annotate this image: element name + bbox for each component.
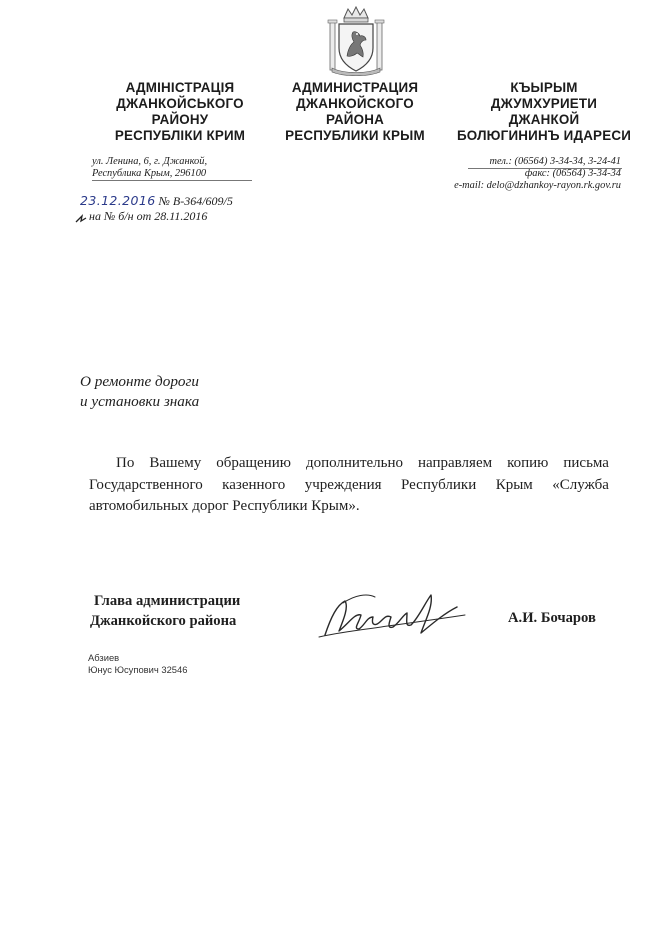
header-line: ДЖАНКОЙСЬКОГО [116, 96, 244, 111]
contacts-rule [468, 168, 622, 169]
header-line: ДЖАНКОЙ [508, 112, 580, 127]
header-line: БОЛЮГИНИНЪ ИДАРЕСИ [456, 128, 632, 143]
header-line: КЪЫРЫМ [510, 80, 578, 95]
title-line: Глава администрации [94, 593, 241, 609]
header-crimean-tatar [446, 80, 642, 144]
address-rule [92, 180, 252, 181]
handwritten-date: 23.12.2016 [80, 193, 156, 208]
body-word: обращению [216, 455, 291, 471]
header-line: РЕСПУБЛІКИ КРИМ [114, 128, 246, 143]
signatory-title [90, 591, 240, 631]
body-word: дополнительно [305, 455, 404, 471]
header-line: РЕСПУБЛИКИ КРЫМ [285, 128, 425, 143]
subject-line: О ремонте дороги [80, 373, 200, 390]
address-line: ул. Ленина, 6, г. Джанкой, [92, 156, 208, 167]
subject [80, 372, 199, 412]
fax-line: факс: (06564) 3-34-34 [524, 168, 621, 179]
body-word: Крым [495, 476, 533, 493]
letter-body [89, 453, 609, 518]
body-word: учреждения [304, 476, 382, 493]
body-line-2 [89, 475, 609, 497]
address-line: Республика Крым, 296100 [92, 168, 207, 179]
signatory-name: А.И. Бочаров [508, 610, 596, 626]
title-line: Джанкойского района [90, 613, 237, 629]
header-line: АДМИНИСТРАЦИЯ [291, 80, 419, 95]
body-word: Республики [401, 476, 477, 493]
body-word: казенного [222, 476, 286, 493]
header-line: РАЙОНА [325, 112, 384, 127]
body-word: Вашему [149, 455, 202, 471]
header-line: ДЖУМХУРИЕТИ [490, 96, 598, 111]
body-word: копию [507, 455, 549, 471]
header-russian [280, 80, 430, 144]
contact-phones [454, 156, 621, 192]
reference-line: на № б/н от 28.11.2016 [89, 209, 208, 223]
outgoing-number: № В-364/609/5 [158, 194, 233, 208]
header-line: АДМІНІСТРАЦІЯ [125, 80, 235, 95]
body-word: направляем [418, 455, 493, 471]
handwritten-signature [315, 577, 475, 649]
header-ukrainian [100, 80, 260, 144]
executor-line: Абзиев [88, 652, 120, 663]
executor-line: Юнус Юсупович 32546 [88, 664, 188, 675]
pen-mark-icon [74, 212, 92, 226]
body-line-3: автомобильных дорог Республики Крым». [89, 498, 360, 514]
email-line: e-mail: delo@dzhankoy-rayon.rk.gov.ru [454, 180, 621, 191]
body-word: письма [563, 455, 609, 471]
header-line: ДЖАНКОЙСКОГО [296, 96, 414, 111]
header-line: РАЙОНУ [151, 112, 209, 127]
crimea-coat-of-arms-icon [326, 4, 386, 76]
address [92, 156, 207, 180]
phone-line: тел.: (06564) 3-34-34, 3-24-41 [489, 156, 621, 167]
body-word: Государственного [89, 476, 203, 493]
executor-note [88, 652, 187, 676]
body-word: По [116, 455, 135, 471]
body-line-1 [89, 453, 609, 475]
body-word: «Служба [552, 476, 609, 493]
registration [80, 193, 233, 224]
subject-line: и установки знака [80, 393, 200, 410]
